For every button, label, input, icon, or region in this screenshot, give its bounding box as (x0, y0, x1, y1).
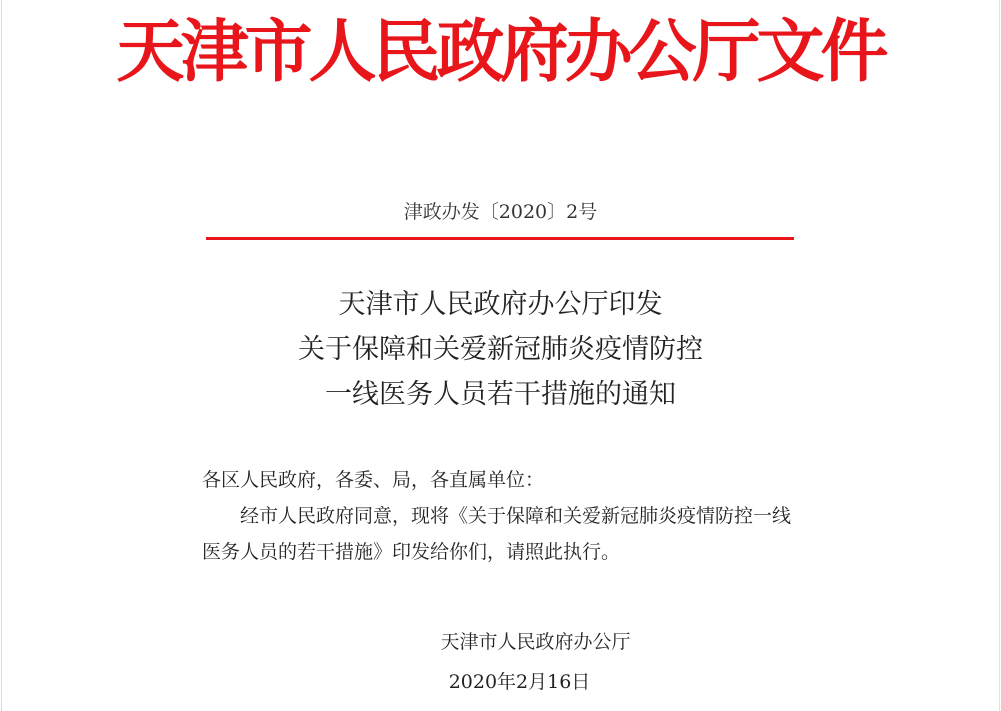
body-paragraph: 经市人民政府同意，现将《关于保障和关爱新冠肺炎疫情防控一线医务人员的若干措施》印发给你们，请照此执行。 (202, 505, 792, 563)
document-title (0, 282, 1001, 417)
issuing-office: 天津市人民政府办公厅 (440, 631, 631, 653)
issue-date: 2020年2月16日 (448, 671, 591, 693)
document-number: 津政办发〔2020〕2号 (403, 201, 598, 223)
title-line-2: 关于保障和关爱新冠肺炎疫情防控 (298, 334, 703, 365)
red-separator-line (206, 237, 794, 240)
masthead-title: 天津市人民政府办公厅文件 (116, 13, 885, 92)
signature-block (0, 622, 1001, 702)
title-line-1: 天津市人民政府办公厅印发 (338, 289, 663, 320)
title-line-3: 一线医务人员若干措施的通知 (325, 379, 676, 410)
salutation: 各区人民政府，各委、局，各直属单位： (202, 469, 545, 491)
document-body (202, 462, 802, 570)
